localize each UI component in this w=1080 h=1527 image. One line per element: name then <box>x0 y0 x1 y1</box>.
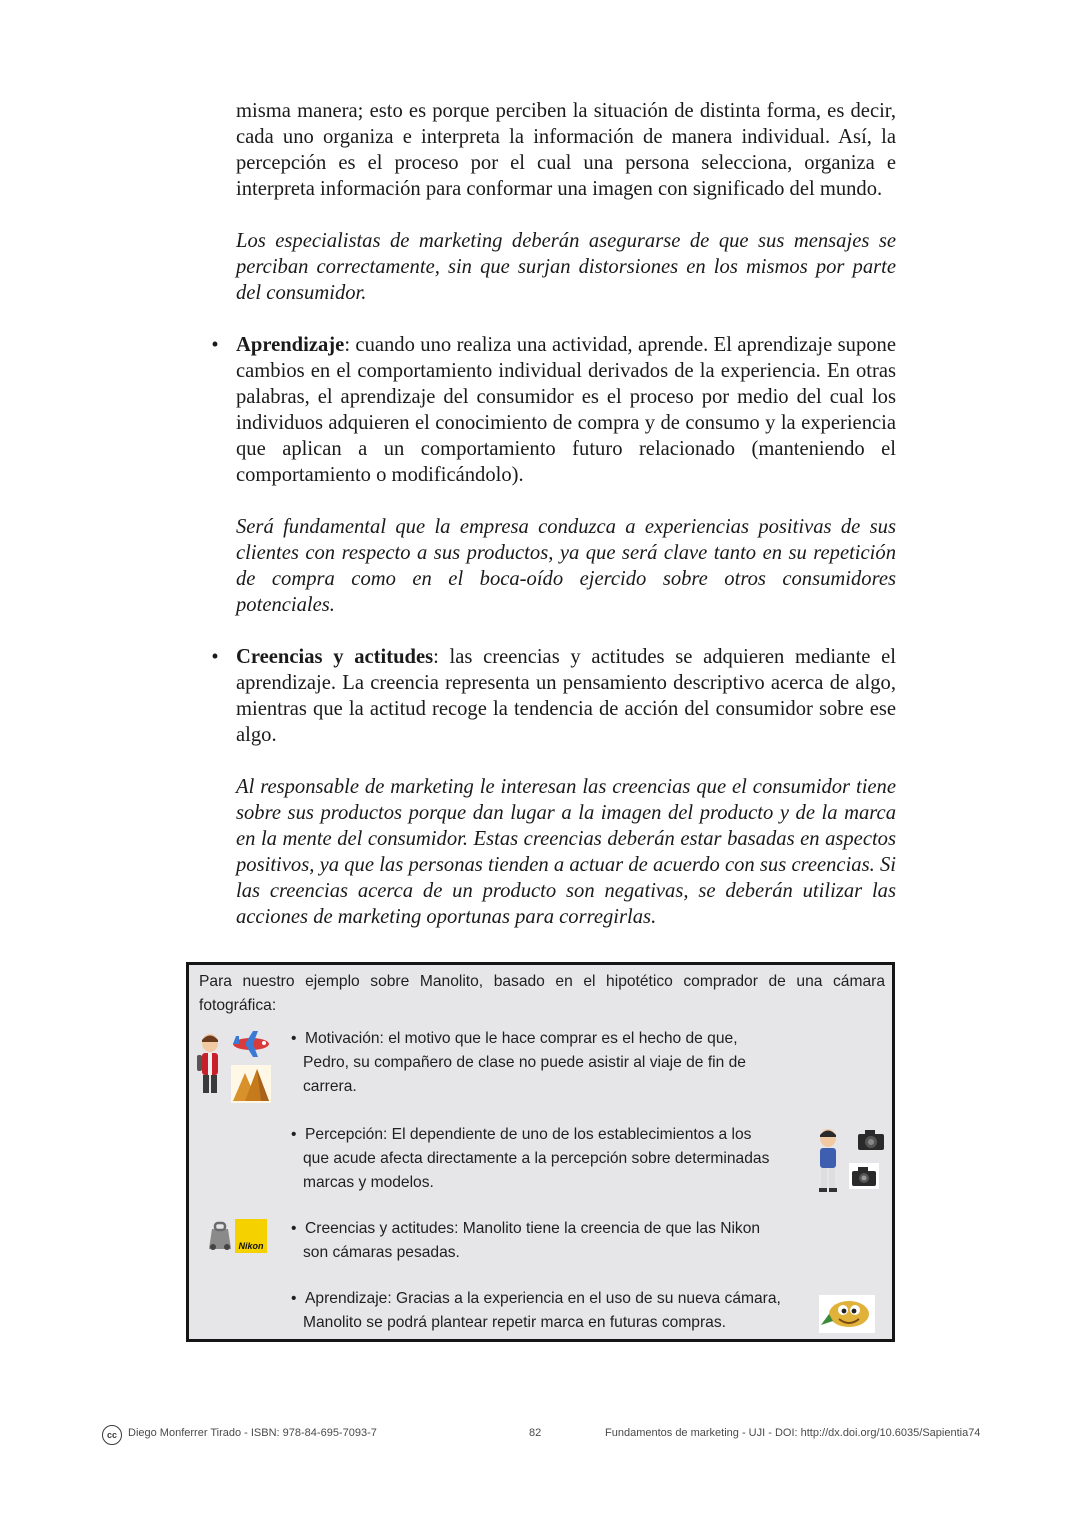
note-creencias: Al responsable de marketing le interesan las creencias que el consumidor tiene sobre sus productos porque dan lugar a la imagen del producto y de la marca en la mente del consumidor. Estas creencias deberán estar basadas en aspectos positivos, ya que las personas tienden a actuar de acuerdo con sus creencias. Si las creencias acerca de un producto son negativas, se deberán utilizar las acciones de marketing oportunas para corregirlas. <box>236 776 896 928</box>
example-item-motivacion: • Motivación: el motivo que le hace comprar es el hecho de que, Pedro, su compañero de clase no puede asistir al viaje de fin de carrera. <box>291 1030 746 1095</box>
bullet-aprendizaje <box>211 332 896 488</box>
heavy-weight-icon <box>203 1221 237 1259</box>
text-aprendizaje: : cuando uno realiza una actividad, aprende. El aprendizaje supone cambios en el comportamiento individual derivados de la experiencia. En otras palabras, el aprendizaje del consumidor es el proceso por medio del cual los individuos adquieren el conocimiento de compra y de consumo y la experiencia que aplican a un comportamiento futuro relacionado (manteniendo el comportamiento o modificándolo). <box>236 334 896 486</box>
example-intro: Para nuestro ejemplo sobre Manolito, basado en el hipotético comprador de una cámara fotográfica: <box>199 973 885 1014</box>
example-box <box>186 962 895 1342</box>
note-aprendizaje: Será fundamental que la empresa conduzca a experiencias positivas de sus clientes con respecto a sus productos, ya que será clave tanto en su repetición de compra como en el boca-oído ejercido sobre otros consumidores potenciales. <box>236 516 896 616</box>
term-creencias: Creencias y actitudes <box>236 646 434 668</box>
shop-clerk-icon <box>813 1127 843 1201</box>
paragraph-perception: misma manera; esto es porque perciben la situación de distinta forma, es decir, cada uno organiza e interpreta la información de manera individual. Así, la percepción es el proceso por el cual una persona selecciona, organiza e interpreta información para conformar una imagen con significado del mundo. <box>236 100 896 200</box>
bullet-creencias <box>211 644 896 748</box>
happy-mascot-icon <box>819 1295 875 1341</box>
example-item-aprendizaje: • Aprendizaje: Gracias a la experiencia en el uso de su nueva cámara, Manolito se podrá plantear repetir marca en futuras compras. <box>291 1290 781 1331</box>
nikon-logo: Nikon <box>235 1219 267 1253</box>
pyramids-icon <box>231 1065 271 1111</box>
creative-commons-icon: cc <box>102 1425 122 1445</box>
note-perception: Los especialistas de marketing deberán asegurarse de que sus mensajes se perciban correctamente, sin que surjan distorsiones en los mismos por parte del consumidor. <box>236 230 896 304</box>
example-item-creencias: • Creencias y actitudes: Manolito tiene la creencia de que las Nikon son cámaras pesadas. <box>291 1220 761 1261</box>
airplane-icon <box>231 1029 271 1067</box>
example-item-percepcion: • Percepción: El dependiente de uno de los establecimientos a los que acude afecta directamente a la percepción sobre determinadas marcas y modelos. <box>291 1126 770 1191</box>
main-text-column <box>211 98 896 930</box>
camera-icon <box>849 1163 879 1197</box>
camera-icon <box>857 1129 885 1159</box>
boy-character-icon <box>195 1033 225 1105</box>
page-number: 82 <box>529 1427 542 1439</box>
bullet-dot: • <box>211 646 219 668</box>
page-footer <box>0 1424 1080 1446</box>
footer-author: Diego Monferrer Tirado - ISBN: 978-84-695-7093-7 <box>128 1427 377 1439</box>
bullet-dot: • <box>211 334 219 356</box>
term-aprendizaje: Aprendizaje <box>236 334 345 356</box>
text-creencias: : las creencias y actitudes se adquieren mediante el aprendizaje. La creencia representa un pensamiento descriptivo acerca de algo, mientras que la actitud recoge la tendencia de acción del consumidor sobre ese algo. <box>236 646 896 746</box>
footer-source: Fundamentos de marketing - UJI - DOI: http://dx.doi.org/10.6035/Sapientia74 <box>605 1427 981 1439</box>
